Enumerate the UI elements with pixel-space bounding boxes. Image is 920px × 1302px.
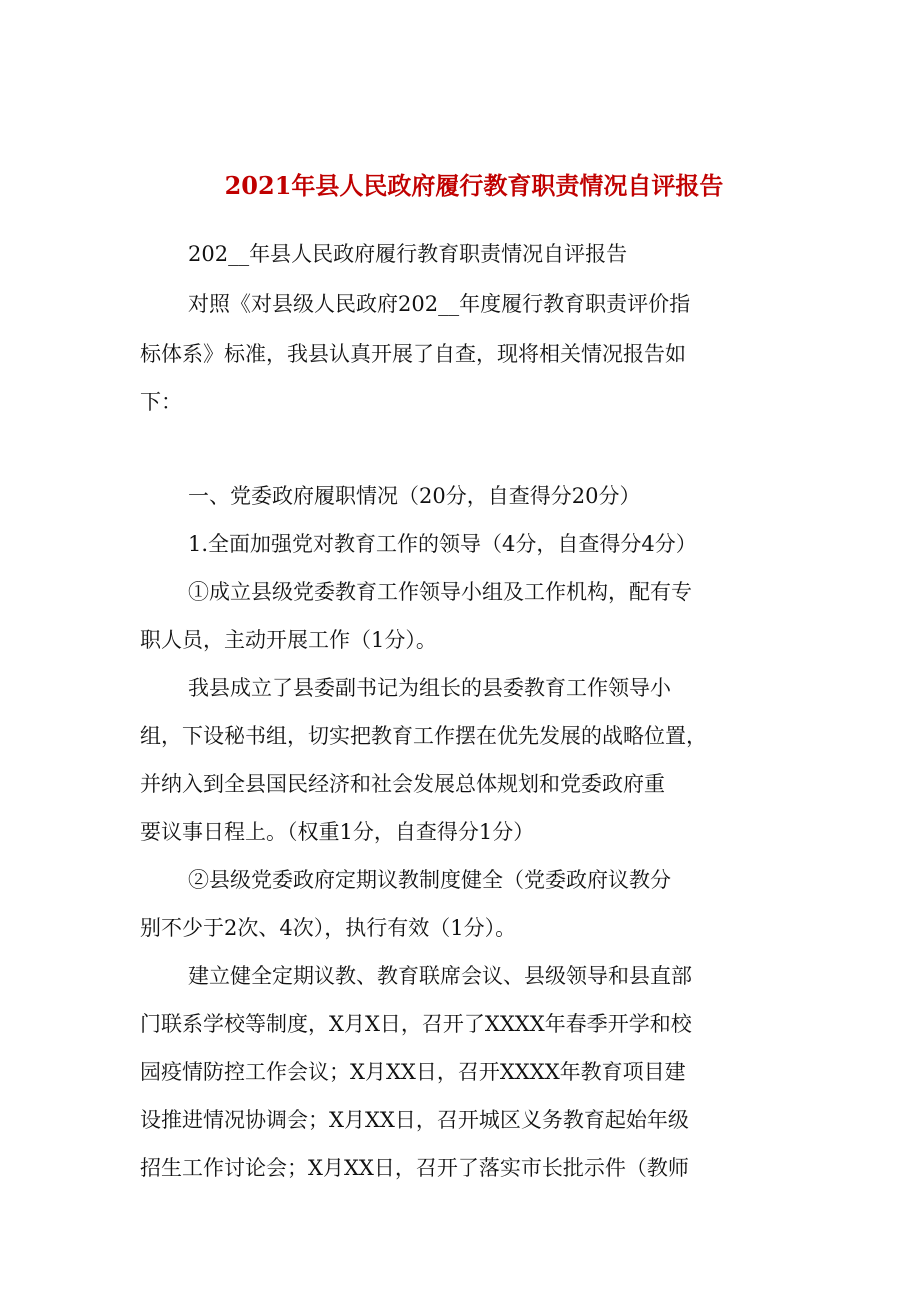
paragraph-line: 我县成立了县委副书记为组长的县委教育工作领导小 xyxy=(188,676,671,700)
paragraph-line: 组，下设秘书组，切实把教育工作摆在优先发展的战略位置， xyxy=(140,724,707,748)
paragraph-line: 职人员，主动开展工作（1分）。 xyxy=(140,628,437,652)
paragraph-line: 对照《对县级人民政府202__年度履行教育职责评价指 xyxy=(188,292,691,316)
paragraph-line: ②县级党委政府定期议教制度健全（党委政府议教分 xyxy=(188,868,671,892)
paragraph-line: ①成立县级党委教育工作领导小组及工作机构，配有专 xyxy=(188,580,692,604)
paragraph-line: 招生工作讨论会；X月XX日，召开了落实市长批示件（教师 xyxy=(140,1156,689,1180)
paragraph-line: 园疫情防控工作会议；X月XX日，召开XXXX年教育项目建 xyxy=(140,1060,686,1084)
paragraph-line: 门联系学校等制度，X月X日，召开了XXXX年春季开学和校 xyxy=(140,1012,692,1036)
paragraph-line: 要议事日程上。（权重1分，自查得分1分） xyxy=(140,820,535,844)
paragraph-line: 202__年县人民政府履行教育职责情况自评报告 xyxy=(188,242,628,266)
paragraph-line: 并纳入到全县国民经济和社会发展总体规划和党委政府重 xyxy=(140,772,665,796)
paragraph-line: 设推进情况协调会；X月XX日，召开城区义务教育起始年级 xyxy=(140,1108,689,1132)
paragraph-line: 别不少于2次、4次），执行有效（1分）。 xyxy=(140,916,517,940)
document-title: 2021年县人民政府履行教育职责情况自评报告 xyxy=(224,171,724,200)
subsection-heading: 1.全面加强党对教育工作的领导（4分，自查得分4分） xyxy=(188,532,697,556)
section-heading: 一、党委政府履职情况（20分，自查得分20分） xyxy=(188,484,641,508)
paragraph-line: 建立健全定期议教、教育联席会议、县级领导和县直部 xyxy=(188,964,692,988)
paragraph-line: 标体系》标准，我县认真开展了自查，现将相关情况报告如 xyxy=(140,342,686,366)
paragraph-line: 下： xyxy=(140,390,182,414)
